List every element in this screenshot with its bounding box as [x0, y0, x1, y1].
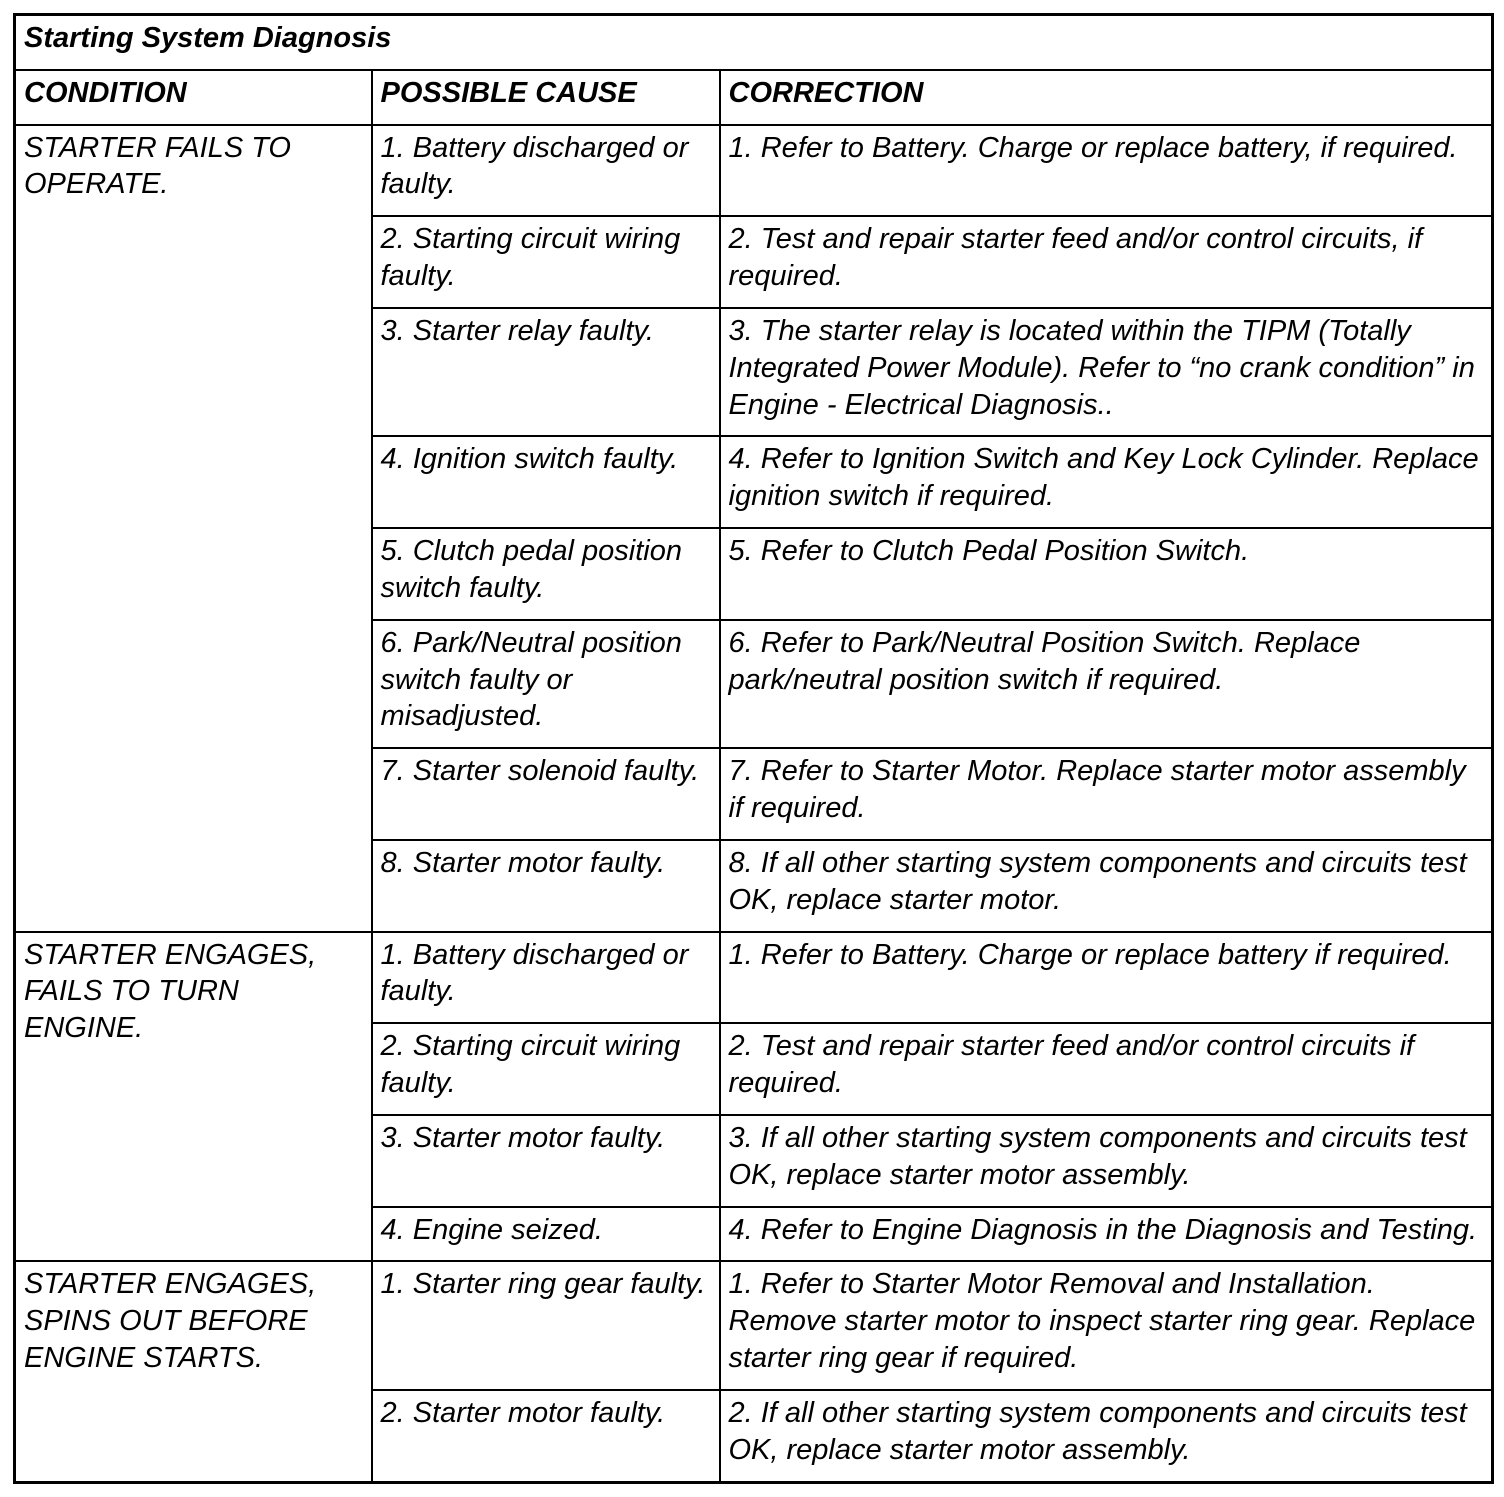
correction-cell: 8. If all other starting system components and circuits test OK, replace starter motor. [720, 840, 1493, 932]
table-row [15, 125, 1493, 217]
cause-cell: 6. Park/Neutral position switch faulty or misadjusted. [372, 620, 720, 748]
condition-cell: STARTER FAILS TO OPERATE. [15, 125, 372, 932]
starting-system-diagnosis-table [13, 13, 1494, 1484]
cause-cell: 2. Starting circuit wiring faulty. [372, 216, 720, 308]
correction-cell: 4. Refer to Ignition Switch and Key Lock Cylinder. Replace ignition switch if required. [720, 436, 1493, 528]
cause-cell: 3. Starter motor faulty. [372, 1115, 720, 1207]
header-condition: CONDITION [15, 70, 372, 125]
condition-cell: STARTER ENGAGES, SPINS OUT BEFORE ENGINE STARTS. [15, 1261, 372, 1482]
correction-cell: 2. Test and repair starter feed and/or control circuits if required. [720, 1023, 1493, 1115]
correction-cell: 7. Refer to Starter Motor. Replace starter motor assembly if required. [720, 748, 1493, 840]
table-row [15, 70, 1493, 125]
cause-cell: 7. Starter solenoid faulty. [372, 748, 720, 840]
correction-cell: 3. The starter relay is located within the TIPM (Totally Integrated Power Module). Refer to “no crank condition” in Engine - Electrical Diagnosis.. [720, 308, 1493, 436]
correction-cell: 2. Test and repair starter feed and/or control circuits, if required. [720, 216, 1493, 308]
table-row [15, 15, 1493, 70]
header-possible-cause: POSSIBLE CAUSE [372, 70, 720, 125]
cause-cell: 3. Starter relay faulty. [372, 308, 720, 436]
cause-cell: 2. Starting circuit wiring faulty. [372, 1023, 720, 1115]
cause-cell: 2. Starter motor faulty. [372, 1390, 720, 1482]
correction-cell: 5. Refer to Clutch Pedal Position Switch. [720, 528, 1493, 620]
cause-cell: 1. Starter ring gear faulty. [372, 1261, 720, 1389]
cause-cell: 8. Starter motor faulty. [372, 840, 720, 932]
cause-cell: 4. Ignition switch faulty. [372, 436, 720, 528]
table-title: Starting System Diagnosis [15, 15, 1493, 70]
correction-cell: 1. Refer to Battery. Charge or replace battery, if required. [720, 125, 1493, 217]
cause-cell: 1. Battery discharged or faulty. [372, 932, 720, 1024]
correction-cell: 1. Refer to Starter Motor Removal and Installation. Remove starter motor to inspect starter ring gear. Replace starter ring gear if required. [720, 1261, 1493, 1389]
correction-cell: 4. Refer to Engine Diagnosis in the Diagnosis and Testing. [720, 1207, 1493, 1262]
cause-cell: 4. Engine seized. [372, 1207, 720, 1262]
correction-cell: 2. If all other starting system components and circuits test OK, replace starter motor assembly. [720, 1390, 1493, 1482]
condition-cell: STARTER ENGAGES, FAILS TO TURN ENGINE. [15, 932, 372, 1262]
correction-cell: 6. Refer to Park/Neutral Position Switch. Replace park/neutral position switch if required. [720, 620, 1493, 748]
cause-cell: 1. Battery discharged or faulty. [372, 125, 720, 217]
cause-cell: 5. Clutch pedal position switch faulty. [372, 528, 720, 620]
correction-cell: 3. If all other starting system components and circuits test OK, replace starter motor assembly. [720, 1115, 1493, 1207]
header-correction: CORRECTION [720, 70, 1493, 125]
correction-cell: 1. Refer to Battery. Charge or replace battery if required. [720, 932, 1493, 1024]
table-row [15, 932, 1493, 1024]
table-row [15, 1261, 1493, 1389]
